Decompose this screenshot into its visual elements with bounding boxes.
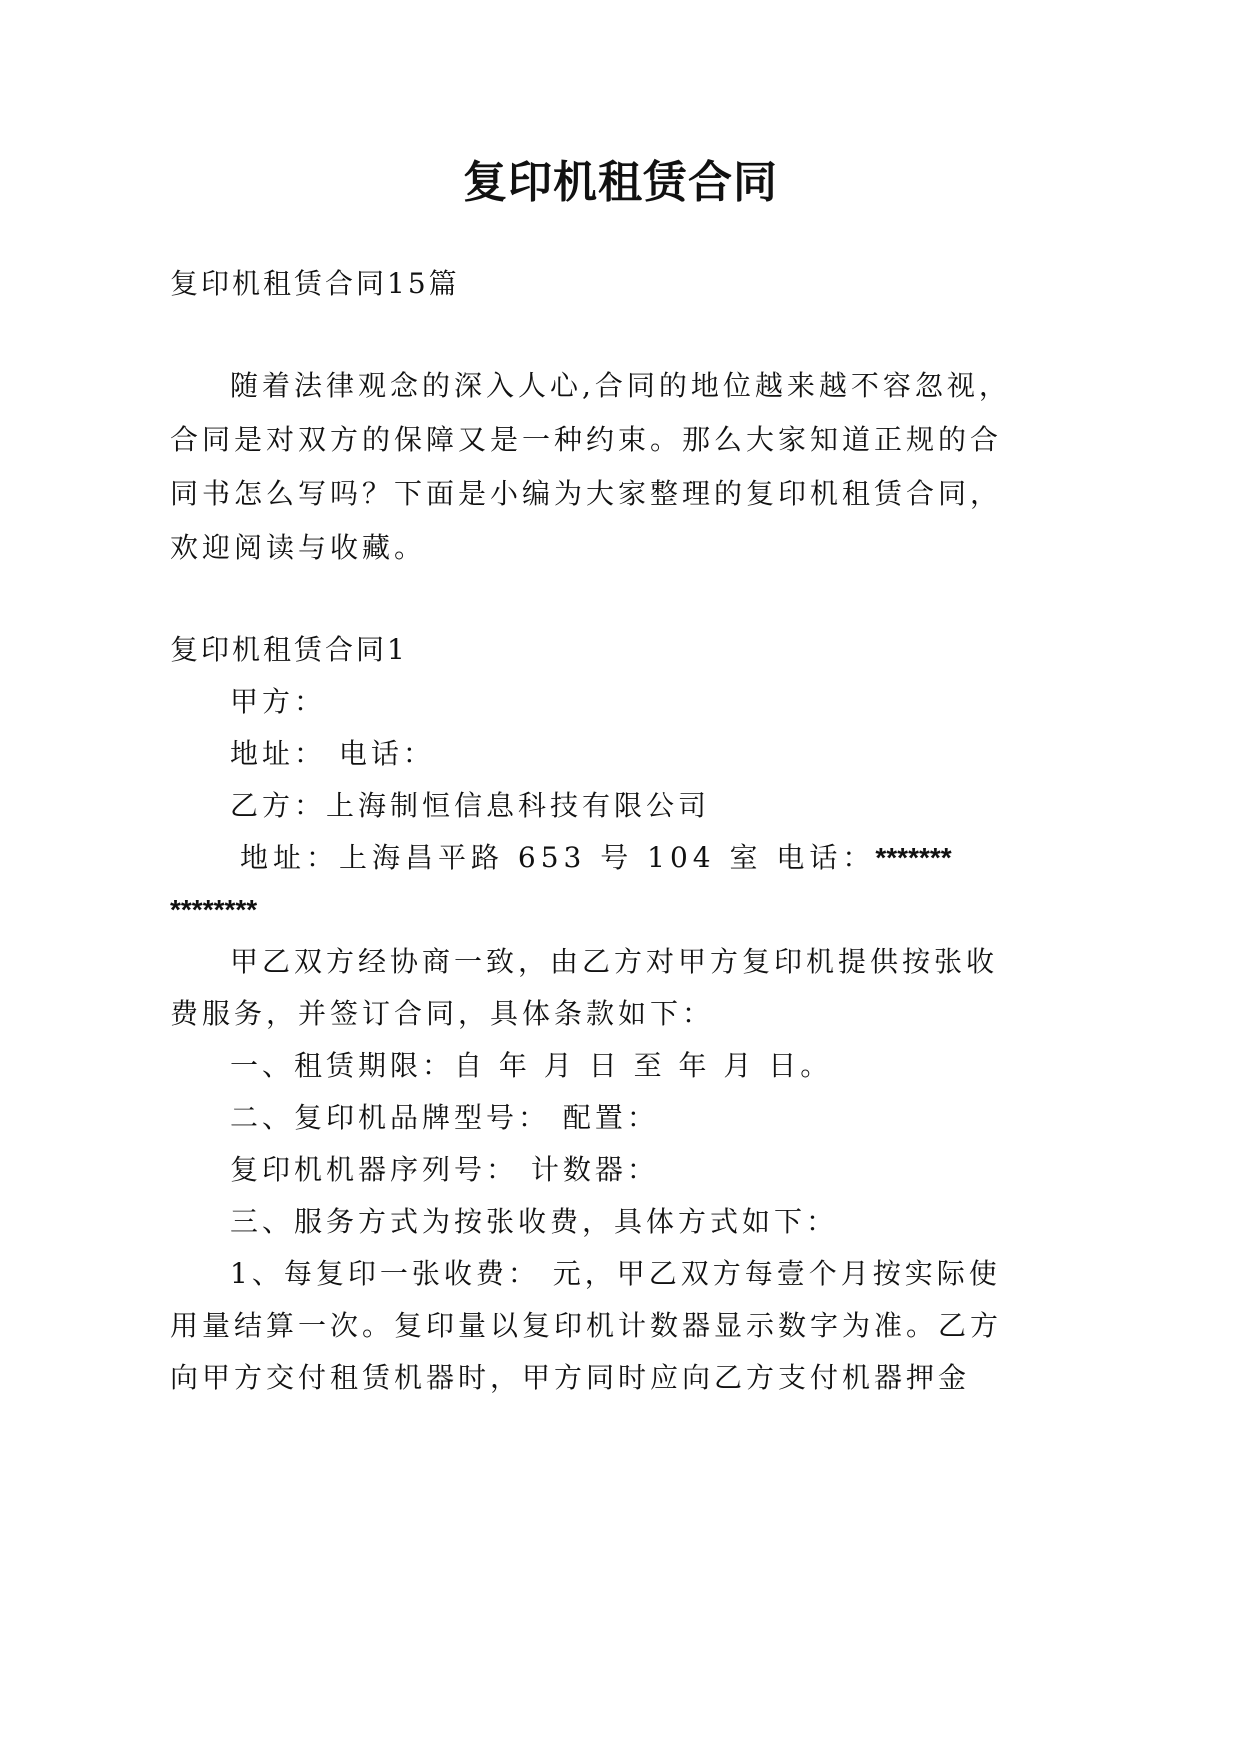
clause-2: 二、复印机品牌型号： 配置： — [230, 1101, 659, 1134]
agreement-line-2: 费服务，并签订合同，具体条款如下： — [170, 997, 715, 1030]
item-1-line-2: 用量结算一次。复印量以复印机计数器显示数字为准。乙方 — [170, 1309, 1003, 1342]
section-heading: 复印机租赁合同1 — [170, 633, 408, 666]
item-1-line-3: 向甲方交付租赁机器时，甲方同时应向乙方支付机器押金 — [170, 1361, 971, 1394]
item-1-line-1: 1、每复印一张收费： 元，甲乙双方每壹个月按实际使 — [230, 1257, 1001, 1290]
party-b-address-line — [240, 838, 952, 878]
clause-3: 三、服务方式为按张收费，具体方式如下： — [230, 1205, 839, 1238]
clause-1: 一、租赁期限：自 年 月 日 至 年 月 日。 — [230, 1049, 833, 1082]
party-a-address: 地址： 电话： — [230, 737, 435, 770]
phone-mask-2: ******** — [170, 894, 258, 925]
document-title: 复印机租赁合同 — [463, 157, 778, 208]
agreement-line-1: 甲乙双方经协商一致，由乙方对甲方复印机提供按张收 — [230, 945, 999, 978]
party-b-address: 地址：上海昌平路 653 号 104 室 电话： — [240, 841, 876, 874]
party-a: 甲方： — [230, 685, 327, 718]
document-subtitle: 复印机租赁合同15篇 — [170, 267, 460, 300]
phone-mask-1: ******* — [875, 842, 952, 873]
party-b: 乙方：上海制恒信息科技有限公司 — [230, 789, 711, 822]
intro-line-1: 随着法律观念的深入人心,合同的地位越来越不容忽视， — [230, 369, 1011, 402]
intro-line-2: 合同是对双方的保障又是一种约束。那么大家知道正规的合 — [170, 423, 1003, 456]
serial-line: 复印机机器序列号： 计数器： — [230, 1153, 659, 1186]
intro-line-3: 同书怎么写吗？下面是小编为大家整理的复印机租赁合同， — [170, 477, 1003, 510]
intro-line-4: 欢迎阅读与收藏。 — [170, 531, 427, 564]
